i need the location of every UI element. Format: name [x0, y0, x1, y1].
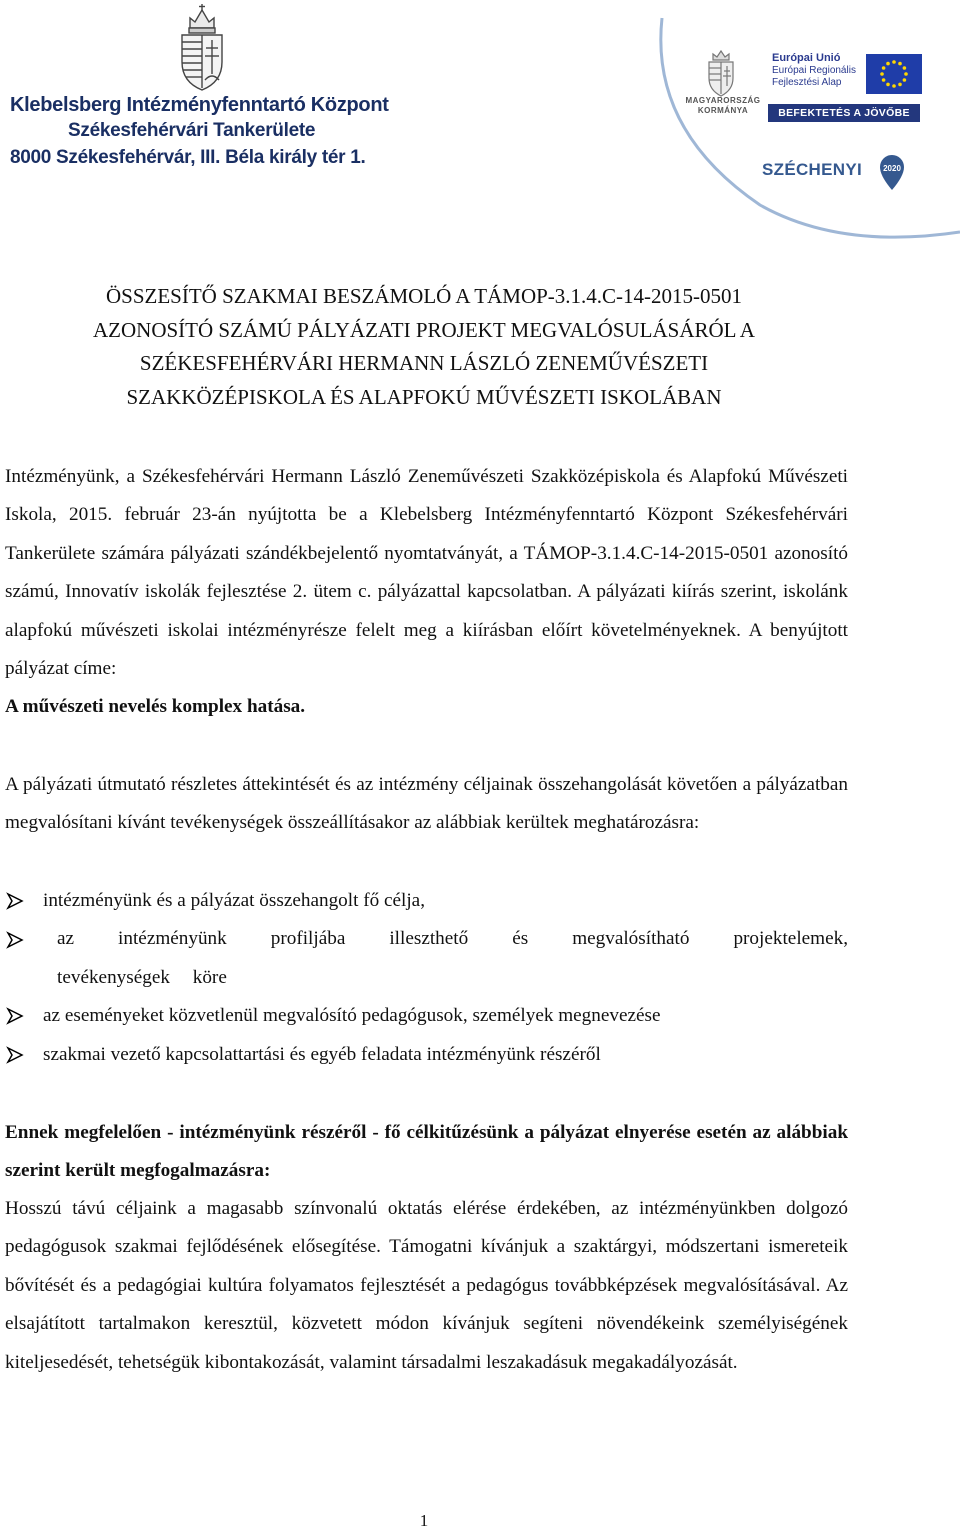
kik-address: 8000 Székesfehérvár, III. Béla király tér 1.: [10, 147, 366, 168]
kik-name: Klebelsberg Intézményfenntartó Központ: [10, 94, 389, 116]
goals-paragraph: Hosszú távú céljaink a magasabb színvonalú oktatás elérése érdekében, az intézményünkben dolgozó pedagógusok szakmai fejlődésének elősegítése. Támogatni kívánjuk a szaktárgyi, módszertani ismereteik bővítését és a pedagógiai kultúra folyamatos fejlesztését a pedagógus továbbképzések megvalósításával. Az elsajátított tartalmakon keresztül, közvetett módon kívánjuk segíteni növendékeink személyiségének kiteljesedését, tehetségük kibontakozását, valamint társadalmi leszakadásuk megakadályozását.: [5, 1198, 848, 1373]
government-label: [678, 96, 768, 116]
list-item-text: intézményünk és a pályázat összehangolt fő célja,: [43, 890, 425, 911]
list-item: [5, 882, 848, 920]
arrow-bullet-icon: [5, 1036, 43, 1074]
hungarian-coat-of-arms-icon: [168, 2, 236, 94]
eu-flag-icon: [866, 54, 922, 94]
eu-label-line1: Európai Unió: [772, 52, 841, 64]
eu-fund-label: [772, 52, 872, 89]
government-crest-icon: [702, 48, 740, 98]
document-title: [0, 280, 848, 414]
guidelines-paragraph: A pályázati útmutató részletes áttekintését és az intézmény céljainak összehangolását követően a pályázatban megvalósítani kívánt tevékenységek összeállításakor az alábbiak kerültek meghatározásra:: [5, 774, 848, 834]
title-line-1: ÖSSZESÍTŐ SZAKMAI BESZÁMOLÓ A TÁMOP-3.1.4.C-14-2015-0501: [105, 284, 743, 308]
eu-label-line3: Fejlesztési Alap: [772, 77, 842, 88]
arrow-bullet-icon: [5, 920, 43, 958]
title-line-2: AZONOSÍTÓ SZÁMÚ PÁLYÁZATI PROJEKT MEGVALÓSULÁSÁRÓL A: [93, 317, 755, 342]
list-item-text: szakmai vezető kapcsolattartási és egyéb feladata intézményünk részéről: [43, 1043, 601, 1065]
kik-district: Székesfehérvári Tankerülete: [68, 120, 316, 141]
swoosh-decoration: [640, 0, 960, 260]
eu-funding-logo-block: [640, 0, 960, 260]
title-line-4: SZAKKÖZÉPISKOLA ÉS ALAPFOKÚ MŰVÉSZETI ISKOLÁBAN: [126, 384, 722, 409]
title-line-3: SZÉKESFEHÉRVÁRI HERMANN LÁSZLÓ ZENEMŰVÉSZETI: [139, 351, 709, 375]
list-item: [5, 920, 848, 997]
page-number: 1: [419, 1511, 429, 1530]
eu-label-line2: Európai Regionális: [772, 65, 856, 76]
government-label-line1: MAGYARORSZÁG: [685, 96, 761, 105]
szechenyi-pin-icon: [875, 152, 909, 192]
government-label-line2: KORMÁNYA: [697, 106, 749, 115]
intro-paragraph: Intézményünk, a Székesfehérvári Hermann László Zeneművészeti Szakközépiskola és Alapfokú Művészeti Iskola, 2015. február 23-án nyújtotta be a Klebelsberg Intézményfenntartó Központ Székesfehérvári Tankerülete számára pályázati szándékbejelentő nyomtatványát, a TÁMOP-3.1.4.C-14-2015-0501 azonosító számú, Innovatív iskolák fejlesztése 2. ütem c. pályázattal kapcsolatban. A pályázati kiírás szerint, iskolánk alapfokú művészeti iskolai intézményrésze felelt meg a kiírásban előírt követelményeknek. A benyújtott pályázat címe:: [5, 466, 848, 680]
list-item-text: az intézményünk profiljába illeszthető és megvalósítható projektelemek, tevékenységek köre: [57, 928, 848, 988]
list-item: [5, 1036, 848, 1074]
intro-section: [5, 458, 848, 727]
szechenyi-logo-text: SZÉCHENYI: [762, 160, 862, 179]
bullet-list: [5, 882, 848, 1074]
kik-letterhead: [10, 92, 410, 172]
project-title: A művészeti nevelés komplex hatása.: [5, 696, 306, 718]
szechenyi-year: 2020: [883, 164, 901, 173]
list-item-text: az eseményeket közvetlenül megvalósító pedagógusok, személyek megnevezése: [43, 1005, 661, 1027]
arrow-bullet-icon: [5, 997, 43, 1035]
objectives-heading: Ennek megfelelően - intézményünk részéről - fő célkitűzésünk a pályázat elnyerése esetén az alábbiak szerint került megfogalmazásra:: [5, 1122, 848, 1182]
arrow-bullet-icon: [5, 882, 43, 920]
invest-future-banner: BEFEKTETÉS A JÖVŐBE: [768, 104, 920, 122]
list-item: [5, 997, 848, 1035]
